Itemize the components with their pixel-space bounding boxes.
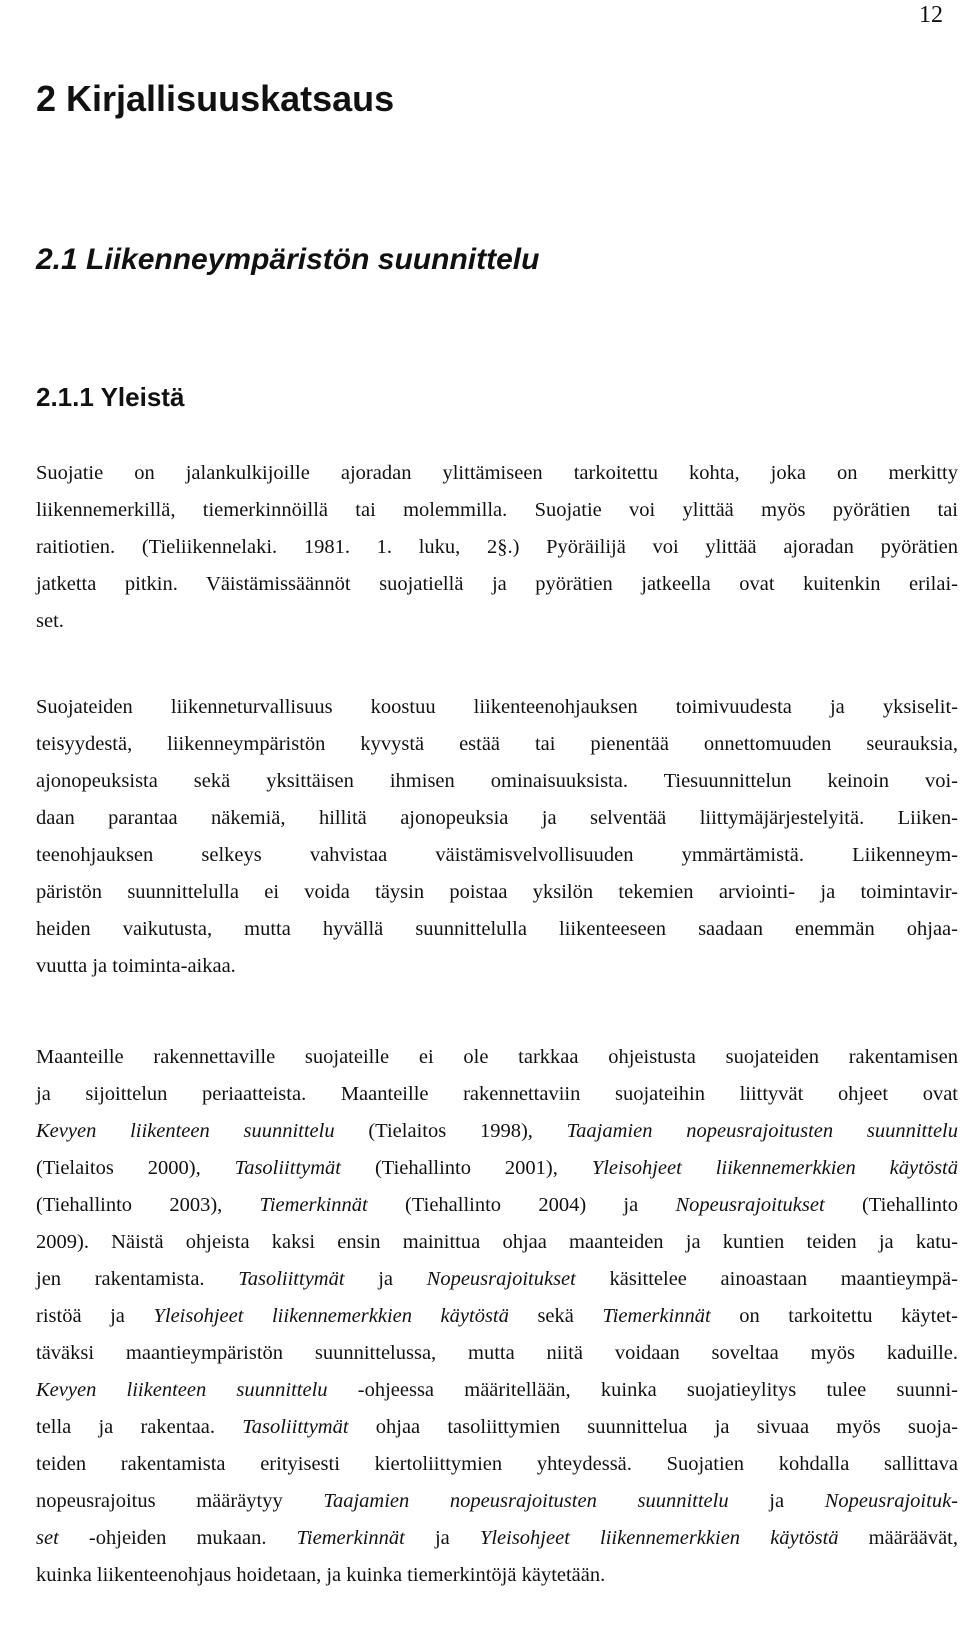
paragraph-line xyxy=(36,1076,958,1113)
publication-title: Nopeusrajoituk- xyxy=(824,1490,958,1512)
publication-title: Kevyen liikenteen suunnittelu xyxy=(36,1120,335,1142)
paragraph-line: ajonopeuksista sekä yksittäisen ihmisen ominaisuuksista. Tiesuunnittelun keinoin voi- xyxy=(36,770,958,792)
line-text: -ohjeiden mukaan. xyxy=(58,1527,297,1549)
line-text: (Tielaitos 2000), xyxy=(36,1157,235,1179)
line-text: (Tiehallinto 2001), xyxy=(341,1157,592,1179)
publication-title: Kevyen liikenteen suunnittelu xyxy=(36,1379,328,1401)
paragraph-line: heiden vaikutusta, mutta hyvällä suunnittelulla liikenteeseen saadaan enemmän ohjaa- xyxy=(36,918,958,940)
line-text: Maanteille rakennettaville suojateille ei ole tarkkaa ohjeistusta suojateiden rakentamisen xyxy=(36,1046,958,1068)
paragraph-line xyxy=(36,1446,958,1483)
publication-title: Yleisohjeet liikennemerkkien käytöstä xyxy=(591,1157,958,1179)
line-text: ja sijoittelun periaatteista. Maanteille rakennettaviin suojateihin liittyvät ohjeet ovat xyxy=(36,1083,958,1105)
paragraph-line: set. xyxy=(36,610,64,632)
line-text: 2009). Näistä ohjeista kaksi ensin mainittua ohjaa maanteiden ja kuntien teiden ja katu- xyxy=(36,1231,958,1253)
page-number: 12 xyxy=(919,2,943,28)
paragraph-line xyxy=(36,1298,958,1335)
line-text: käsittelee ainoastaan maantieympä- xyxy=(575,1268,958,1290)
line-text: nopeusrajoitus määräytyy xyxy=(36,1490,324,1512)
paragraph-line: raitiotien. (Tieliikennelaki. 1981. 1. luku, 2§.) Pyöräilijä voi ylittää ajoradan pyörätien xyxy=(36,536,958,558)
line-text: ja xyxy=(728,1490,825,1512)
paragraph-line xyxy=(36,1409,958,1446)
paragraph-line: Suojatie on jalankulkijoille ajoradan ylittämiseen tarkoitettu kohta, joka on merkitty xyxy=(36,462,958,484)
line-text: (Tiehallinto 2003), xyxy=(36,1194,260,1216)
line-text: täväksi maantieympäristön suunnittelussa, mutta niitä voidaan soveltaa myös kaduille. xyxy=(36,1342,958,1364)
publication-title: Tiemerkinnät xyxy=(296,1527,405,1549)
line-text: ja xyxy=(344,1268,427,1290)
paragraph-line: vuutta ja toiminta-aikaa. xyxy=(36,955,236,977)
publication-title: Tasoliittymät xyxy=(234,1157,341,1179)
publication-title: Taajamien nopeusrajoitusten suunnittelu xyxy=(323,1490,729,1512)
publication-title: Yleisohjeet liikennemerkkien käytöstä xyxy=(153,1305,509,1327)
paragraph-line xyxy=(36,1261,958,1298)
line-text: ristöä ja xyxy=(36,1305,154,1327)
paragraph-line xyxy=(36,1224,958,1261)
publication-title: Tasoliittymät xyxy=(242,1416,349,1438)
line-text: tella ja rakentaa. xyxy=(36,1416,243,1438)
line-text: (Tiehallinto xyxy=(824,1194,958,1216)
paragraph-line: liikennemerkillä, tiemerkinnöillä tai molemmilla. Suojatie voi ylittää myös pyörätien tai xyxy=(36,499,958,521)
publication-title: Yleisohjeet liikennemerkkien käytöstä xyxy=(479,1527,839,1549)
paragraph-line xyxy=(36,1335,958,1372)
paragraph-2 xyxy=(36,689,958,985)
paragraph-line xyxy=(36,1557,958,1594)
paragraph-line xyxy=(36,1520,958,1557)
paragraph-3 xyxy=(36,1039,958,1594)
line-text: ja xyxy=(404,1527,480,1549)
paragraph-line xyxy=(36,1187,958,1224)
paragraph-line: daan parantaa näkemiä, hillitä ajonopeuksia ja selventää liittymäjärjestelyitä. Liiken- xyxy=(36,807,958,829)
paragraph-line xyxy=(36,1150,958,1187)
paragraph-line: Suojateiden liikenneturvallisuus koostuu liikenteenohjauksen toimivuudesta ja yksiselit- xyxy=(36,696,958,718)
section-heading: 2.1 Liikenneympäristön suunnittelu xyxy=(36,243,540,276)
line-text: kuinka liikenteenohjaus hoidetaan, ja kuinka tiemerkintöjä käytetään. xyxy=(36,1564,606,1586)
publication-title: Tiemerkinnät xyxy=(259,1194,368,1216)
line-text: ohjaa tasoliittymien suunnittelua ja sivuaa myös suoja- xyxy=(348,1416,959,1438)
publication-title: Nopeusrajoitukset xyxy=(675,1194,825,1216)
paragraph-line: teisyydestä, liikenneympäristön kyvystä estää tai pienentää onnettomuuden seurauksia, xyxy=(36,733,958,755)
paragraph-line: päristön suunnittelulla ei voida täysin poistaa yksilön tekemien arviointi- ja toimintavir- xyxy=(36,881,958,903)
paragraph-line xyxy=(36,1039,958,1076)
chapter-heading: 2 Kirjallisuuskatsaus xyxy=(36,78,395,119)
paragraph-line xyxy=(36,1113,958,1150)
line-text: sekä xyxy=(508,1305,603,1327)
paragraph-line: jatketta pitkin. Väistämissäännöt suojatiellä ja pyörätien jatkeella ovat kuitenkin erilai- xyxy=(36,573,958,595)
paragraph-line: teenohjauksen selkeys vahvistaa väistämisvelvollisuuden ymmärtämistä. Liikenneym- xyxy=(36,844,958,866)
paragraph-1 xyxy=(36,455,958,640)
publication-title: set xyxy=(36,1527,59,1549)
subsection-heading: 2.1.1 Yleistä xyxy=(36,382,185,412)
line-text: (Tiehallinto 2004) ja xyxy=(367,1194,676,1216)
line-text: määräävät, xyxy=(838,1527,958,1549)
paragraph-line xyxy=(36,1372,958,1409)
publication-title: Tiemerkinnät xyxy=(602,1305,711,1327)
line-text: jen rakentamista. xyxy=(36,1268,239,1290)
line-text: -ohjeessa määritellään, kuinka suojatieylitys tulee suunni- xyxy=(327,1379,958,1401)
publication-title: Nopeusrajoitukset xyxy=(426,1268,576,1290)
line-text: on tarkoitettu käytet- xyxy=(710,1305,959,1327)
line-text: teiden rakentamista erityisesti kiertoliittymien yhteydessä. Suojatien kohdalla sallittava xyxy=(36,1453,958,1475)
paragraph-line xyxy=(36,1483,958,1520)
line-text: (Tielaitos 1998), xyxy=(334,1120,567,1142)
publication-title: Taajamien nopeusrajoitusten suunnittelu xyxy=(566,1120,958,1142)
publication-title: Tasoliittymät xyxy=(238,1268,345,1290)
